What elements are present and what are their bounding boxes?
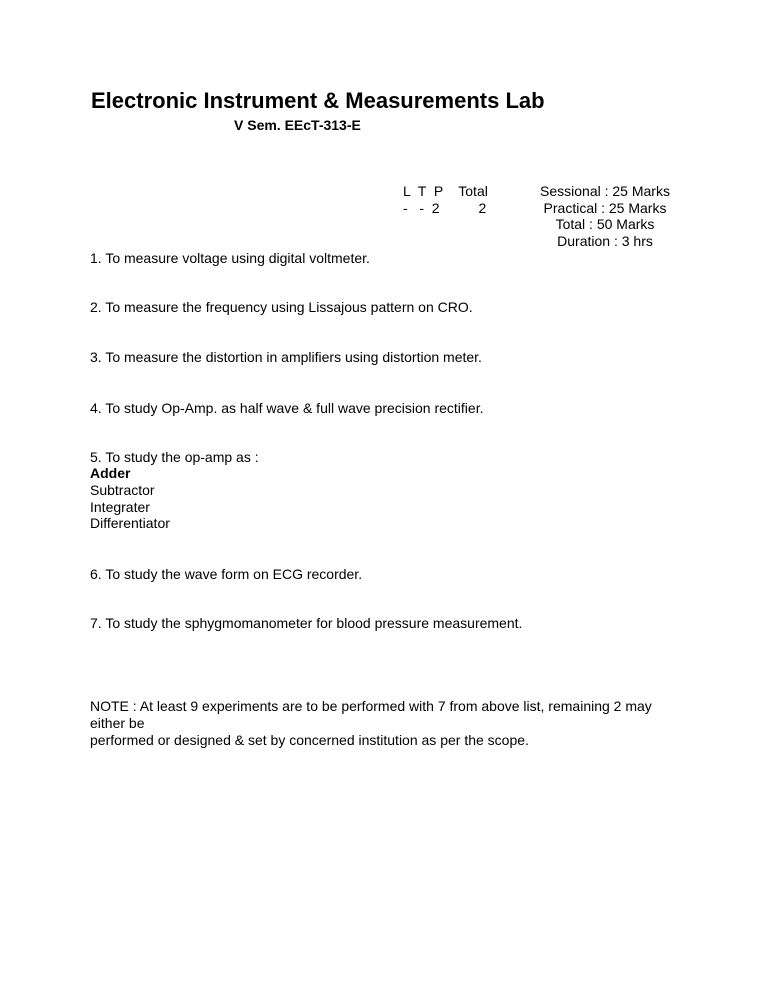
opamp-item-adder: Adder (90, 465, 131, 481)
experiment-2: 2. To measure the frequency using Lissajous pattern on CRO. (90, 299, 473, 315)
ltp-header: L T P Total (403, 183, 488, 199)
marks-total: Total : 50 Marks (555, 216, 655, 232)
marks-duration: Duration : 3 hrs (557, 233, 653, 249)
opamp-item-subtractor: Subtractor (90, 482, 155, 498)
ltp-values: - - 2 2 (403, 200, 487, 216)
opamp-item-integrater: Integrater (90, 499, 150, 515)
page-title: Electronic Instrument & Measurements Lab (91, 88, 545, 113)
opamp-item-differentiator: Differentiator (90, 515, 170, 531)
course-code: V Sem. EEcT-313-E (234, 117, 361, 133)
marks-sessional: Sessional : 25 Marks (540, 183, 670, 199)
note-line-2: either be (90, 715, 145, 731)
experiment-6: 6. To study the wave form on ECG recorder. (90, 566, 363, 582)
experiment-5: 5. To study the op-amp as : (90, 449, 259, 465)
experiment-4: 4. To study Op-Amp. as half wave & full wave precision rectifier. (90, 400, 484, 416)
note-line-1: NOTE : At least 9 experiments are to be performed with 7 from above list, remaining 2 may (90, 698, 652, 714)
experiment-1: 1. To measure voltage using digital voltmeter. (90, 250, 370, 266)
experiment-3: 3. To measure the distortion in amplifiers using distortion meter. (90, 349, 482, 365)
marks-practical: Practical : 25 Marks (543, 200, 667, 216)
experiment-7: 7. To study the sphygmomanometer for blood pressure measurement. (90, 615, 523, 631)
note-line-3: performed or designed & set by concerned institution as per the scope. (90, 732, 529, 748)
